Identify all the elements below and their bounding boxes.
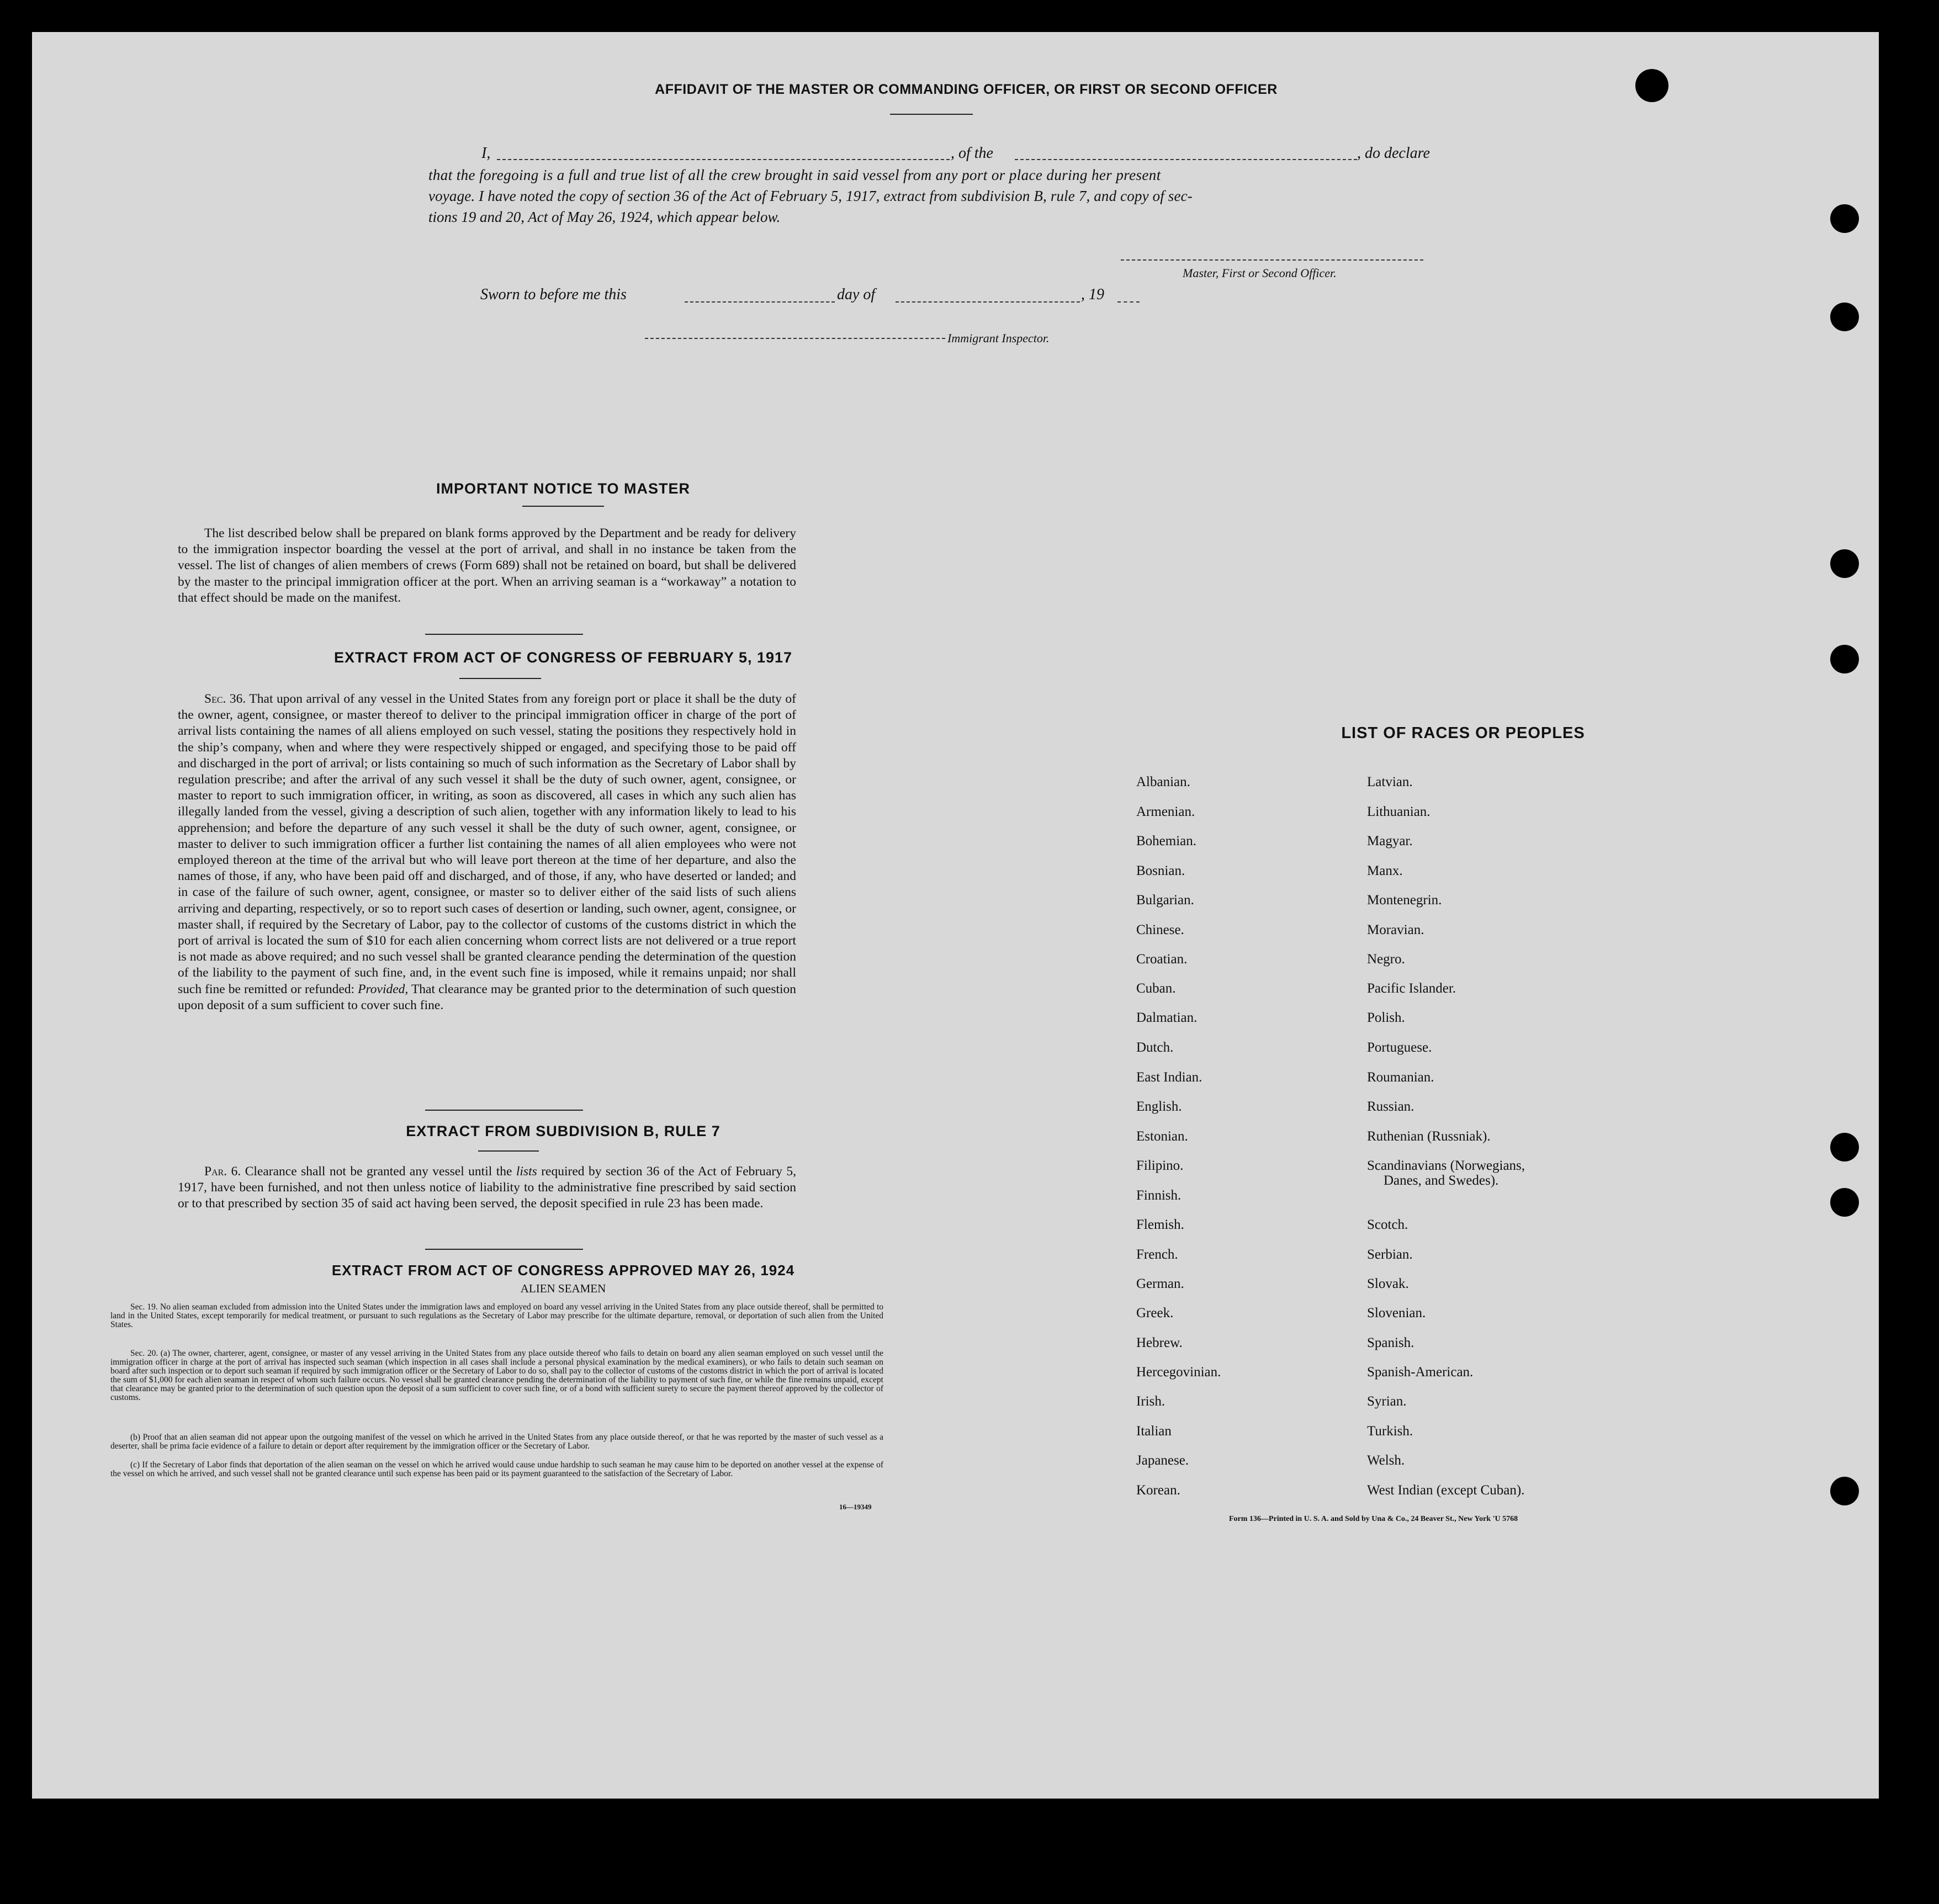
signature-label: Master, First or Second Officer. (1183, 266, 1337, 280)
race-item: Finnish. (1136, 1188, 1182, 1203)
inspector-label: Immigrant Inspector. (947, 331, 1050, 345)
race-item: French. (1136, 1247, 1178, 1262)
affidavit-line-2: voyage. I have noted the copy of section 36 of the Act of February 5, 1917, extract from subdivision B, rule 7, and copy of sec- (428, 188, 1193, 204)
year-label: , 19 (1081, 286, 1104, 303)
race-item: Filipino. (1136, 1158, 1184, 1173)
affidavit-title: AFFIDAVIT OF THE MASTER OR COMMANDING OFFICER, OR FIRST OR SECOND OFFICER (655, 82, 1278, 97)
race-item: Spanish-American. (1367, 1365, 1474, 1380)
inspector-signature-field[interactable] (645, 338, 945, 339)
rule7-title: EXTRACT FROM SUBDIVISION B, RULE 7 (406, 1123, 720, 1139)
races-title: LIST OF RACES OR PEOPLES (1341, 724, 1585, 742)
section-label: Sec. 36. (204, 692, 246, 706)
race-item: Spanish. (1367, 1335, 1414, 1350)
race-item: Russian. (1367, 1099, 1414, 1114)
race-item: Portuguese. (1367, 1040, 1432, 1055)
race-item: Hebrew. (1136, 1335, 1183, 1350)
race-item: Flemish. (1136, 1217, 1184, 1232)
race-item: Croatian. (1136, 952, 1188, 967)
race-item: Moravian. (1367, 922, 1424, 937)
race-item: Albanian. (1136, 775, 1190, 789)
race-item: Latvian. (1367, 775, 1413, 789)
section-rule (425, 1110, 583, 1111)
sworn-label: Sworn to before me this (480, 286, 627, 303)
notice-title: IMPORTANT NOTICE TO MASTER (436, 480, 690, 497)
race-item: Hercegovinian. (1136, 1365, 1221, 1380)
notice-text: The list described below shall be prepared on blank forms approved by the Department and be ready for delivery to the immigration inspector boarding the vessel at the port of arrival, and shall in no instance be taken from the vessel. The list of changes of alien members of crews (Form 689) shall not be retained on board, but shall be delivered by the master to the principal immigration officer at the port. When an arriving seaman is a “workaway” a notation to that effect should be made on the manifest. (178, 526, 796, 605)
race-item: Magyar. (1367, 834, 1413, 848)
race-item: Slovenian. (1367, 1306, 1426, 1320)
sworn-day-field[interactable] (685, 301, 835, 303)
race-item: Roumanian. (1367, 1070, 1434, 1085)
punch-hole (1830, 204, 1859, 233)
vessel-name-field[interactable] (1015, 159, 1357, 160)
race-item: Manx. (1367, 863, 1403, 878)
race-item: Ruthenian (Russniak). (1367, 1129, 1491, 1144)
race-item: Pacific Islander. (1367, 981, 1456, 996)
paragraph-label: Par. 6. (204, 1164, 241, 1179)
race-item: East Indian. (1136, 1070, 1202, 1085)
punch-hole (1830, 303, 1859, 331)
race-item: Armenian. (1136, 804, 1195, 819)
race-item: Irish. (1136, 1394, 1165, 1409)
race-item: English. (1136, 1099, 1182, 1114)
rule7-text-a: Clearance shall not be granted any vessel until the (245, 1164, 512, 1179)
printer-footer: Form 136—Printed in U. S. A. and Sold by Una & Co., 24 Beaver St., New York 'U 5768 (1229, 1515, 1518, 1523)
race-item: Syrian. (1367, 1394, 1407, 1409)
alien-seamen-subtitle: ALIEN SEAMEN (520, 1282, 606, 1295)
day-of-label: day of (837, 286, 876, 303)
title-rule (890, 114, 973, 115)
sec-20a-text: Sec. 20. (a) The owner, charterer, agent, consignee, or master of any vessel arriving in the United States from any place outside thereof who fails to detain on board any alien seaman employed on such vessel until the immigration officer in charge at the port of arrival has inspected such seaman (which inspection in all cases shall include a personal physical examination by the medical examiners), or who fails to detain such seaman on board after such inspection or to deport such seaman if required by such immigration officer or the Secretary of Labor to do so, shall pay to the collector of customs of the customs district in which the port of arrival is located the sum of $1,000 for each alien seaman in respect of whom such failure occurs. No vessel shall be granted clearance pending the determination of the liability to payment of such fine, or while the fine remains unpaid, except that clearance may be granted prior to the determination of such question upon the deposit of a sum sufficient to cover such fine, or of a bond with sufficient surety to secure the payment thereof approved by the collector of customs. (110, 1349, 883, 1402)
race-item: Estonian. (1136, 1129, 1188, 1144)
race-item: Welsh. (1367, 1453, 1405, 1468)
race-item: Turkish. (1367, 1424, 1413, 1439)
race-item: Polish. (1367, 1010, 1405, 1025)
rule7-text (178, 1164, 796, 1212)
sec-20c-text: (c) If the Secretary of Labor finds that deportation of the alien seaman on the vessel on which he arrived would cause undue hardship to such seaman he may cause him to be deported on another vessel at the expense of the vessel on which he arrived, and such vessel shall not be granted clearance until such expense has been paid or its payment guaranteed to the satisfaction of the Secretary of Labor. (110, 1460, 883, 1478)
race-item: Greek. (1136, 1306, 1174, 1320)
declarant-label: I, (481, 145, 491, 162)
section-rule (459, 678, 541, 679)
declarant-name-field[interactable] (497, 159, 950, 160)
race-item: Bohemian. (1136, 834, 1197, 848)
signature-field[interactable] (1121, 259, 1423, 261)
sworn-month-field[interactable] (896, 301, 1080, 303)
race-item: Chinese. (1136, 922, 1184, 937)
of-the-label: , of the (951, 145, 993, 162)
race-item: West Indian (except Cuban). (1367, 1483, 1525, 1498)
race-item: Italian (1136, 1424, 1172, 1439)
punch-hole (1830, 549, 1859, 578)
race-item: German. (1136, 1276, 1184, 1291)
punch-hole (1635, 69, 1668, 102)
rule7-text-b: required by section 36 of the Act of February 5, 1917, have been furnished, and not then unless notice of liability to the administrative fine prescribed by said section or to that prescribed by section 35 of said act having been served, the deposit specified in rule 23 has been made. (178, 1164, 797, 1211)
race-item: Dalmatian. (1136, 1010, 1198, 1025)
punch-hole (1830, 1188, 1859, 1217)
race-item: Scandinavians (Norwegians, (1367, 1158, 1525, 1173)
race-item: Japanese. (1136, 1453, 1189, 1468)
notice-rule (522, 506, 604, 507)
do-declare-label: , do declare (1357, 145, 1430, 162)
race-item: Scotch. (1367, 1217, 1408, 1232)
affidavit-line-3: tions 19 and 20, Act of May 26, 1924, which appear below. (428, 209, 781, 225)
punch-hole (1830, 645, 1859, 673)
extract-1917-text (178, 691, 796, 1014)
punch-hole (1830, 1133, 1859, 1162)
affidavit-line-1: that the foregoing is a full and true list of all the crew brought in said vessel from any port or place during her present (428, 167, 1161, 183)
sworn-year-field[interactable] (1117, 301, 1140, 303)
form-code: 16—19349 (839, 1503, 872, 1511)
race-item: Montenegrin. (1367, 893, 1442, 908)
extract-1924-title: EXTRACT FROM ACT OF CONGRESS APPROVED MAY 26, 1924 (331, 1262, 795, 1279)
race-item: Dutch. (1136, 1040, 1174, 1055)
race-item: Negro. (1367, 952, 1405, 967)
extract-1917-title: EXTRACT FROM ACT OF CONGRESS OF FEBRUARY 5, 1917 (333, 649, 793, 666)
race-item: Lithuanian. (1367, 804, 1431, 819)
race-item: Bosnian. (1136, 863, 1185, 878)
race-item: Serbian. (1367, 1247, 1413, 1262)
race-item: Korean. (1136, 1483, 1180, 1498)
punch-hole (1830, 1477, 1859, 1505)
race-item: Bulgarian. (1136, 893, 1194, 908)
section-36-text: That upon arrival of any vessel in the United States from any foreign port or place it shall be the duty of the owner, agent, consignee, or master thereof to deliver to the principal immigration officer in charge of the port of arrival lists containing the names of all aliens employed on such vessel, stating the positions they respectively hold in the ship’s company, when and where they were respectively shipped or engaged, and specifying those to be paid off and discharged in the port of arrival; or lists containing so much of such information as the Secretary of Labor shall by regulation prescribe; and after the arrival of any such vessel it shall be the duty of such owner, agent, consignee, or master to report to such immigration officer, in writing, as soon as discovered, all cases in which any such alien has illegally landed from the vessel, giving a description of such alien, together with any information likely to lead to his apprehension; and before the departure of any such vessel it shall be the duty of such owner, agent, consignee, or master to deliver to such immigration officer a further list containing the names of all alien employees who were not employed thereon at the time of the arrival but who will leave port thereon at the time of her departure, and also the names of those, if any, who have been paid off and discharged, and of those, if any, who have deserted or landed; and in case of the failure of such owner, agent, consignee, or master so to deliver either of the said lists of such aliens arriving and departing, respectively, or so to report such cases of desertion or landing, such owner, agent, consignee, or master shall, if required by the Secretary of Labor, pay to the collector of customs of the customs district in which the port of arrival is located the sum of $10 for each alien concerning whom correct lists are not delivered or a true report is not made as above required; and no such vessel shall be granted clearance pending the determination of the question of the liability to the payment of such fine, and, in the event such fine is imposed, while it remains unpaid; nor shall such fine be remitted or refunded: (178, 692, 797, 996)
race-item: Slovak. (1367, 1276, 1409, 1291)
section-rule (425, 1249, 583, 1250)
section-rule (425, 634, 583, 635)
provided-label: Provided, (358, 982, 409, 996)
sec-20b-text: (b) Proof that an alien seaman did not appear upon the outgoing manifest of the vessel on which he arrived in the United States from any place outside thereof, or that he was reported by the master of such vessel as a deserter, shall be prima facie evidence of a failure to detain or deport after requirement by the immigration officer or the Secretary of Labor. (110, 1433, 883, 1451)
section-rule (478, 1150, 539, 1152)
lists-word: lists (516, 1164, 537, 1179)
race-item: Danes, and Swedes). (1384, 1173, 1499, 1188)
sec-19-text: Sec. 19. No alien seaman excluded from admission into the United States under the immigration laws and employed on board any vessel arriving in the United States from any place outside thereof, shall be permitted to land in the United States, except temporarily for medical treatment, or pursuant to such regulations as the Secretary of Labor may prescribe for the ultimate departure, removal, or deportation of such alien from the United States. (110, 1302, 883, 1329)
section-36-text-end: That clearance may be granted prior to the determination of such question upon deposit of a sum sufficient to cover such fine. (178, 982, 797, 1012)
race-item: Cuban. (1136, 981, 1176, 996)
